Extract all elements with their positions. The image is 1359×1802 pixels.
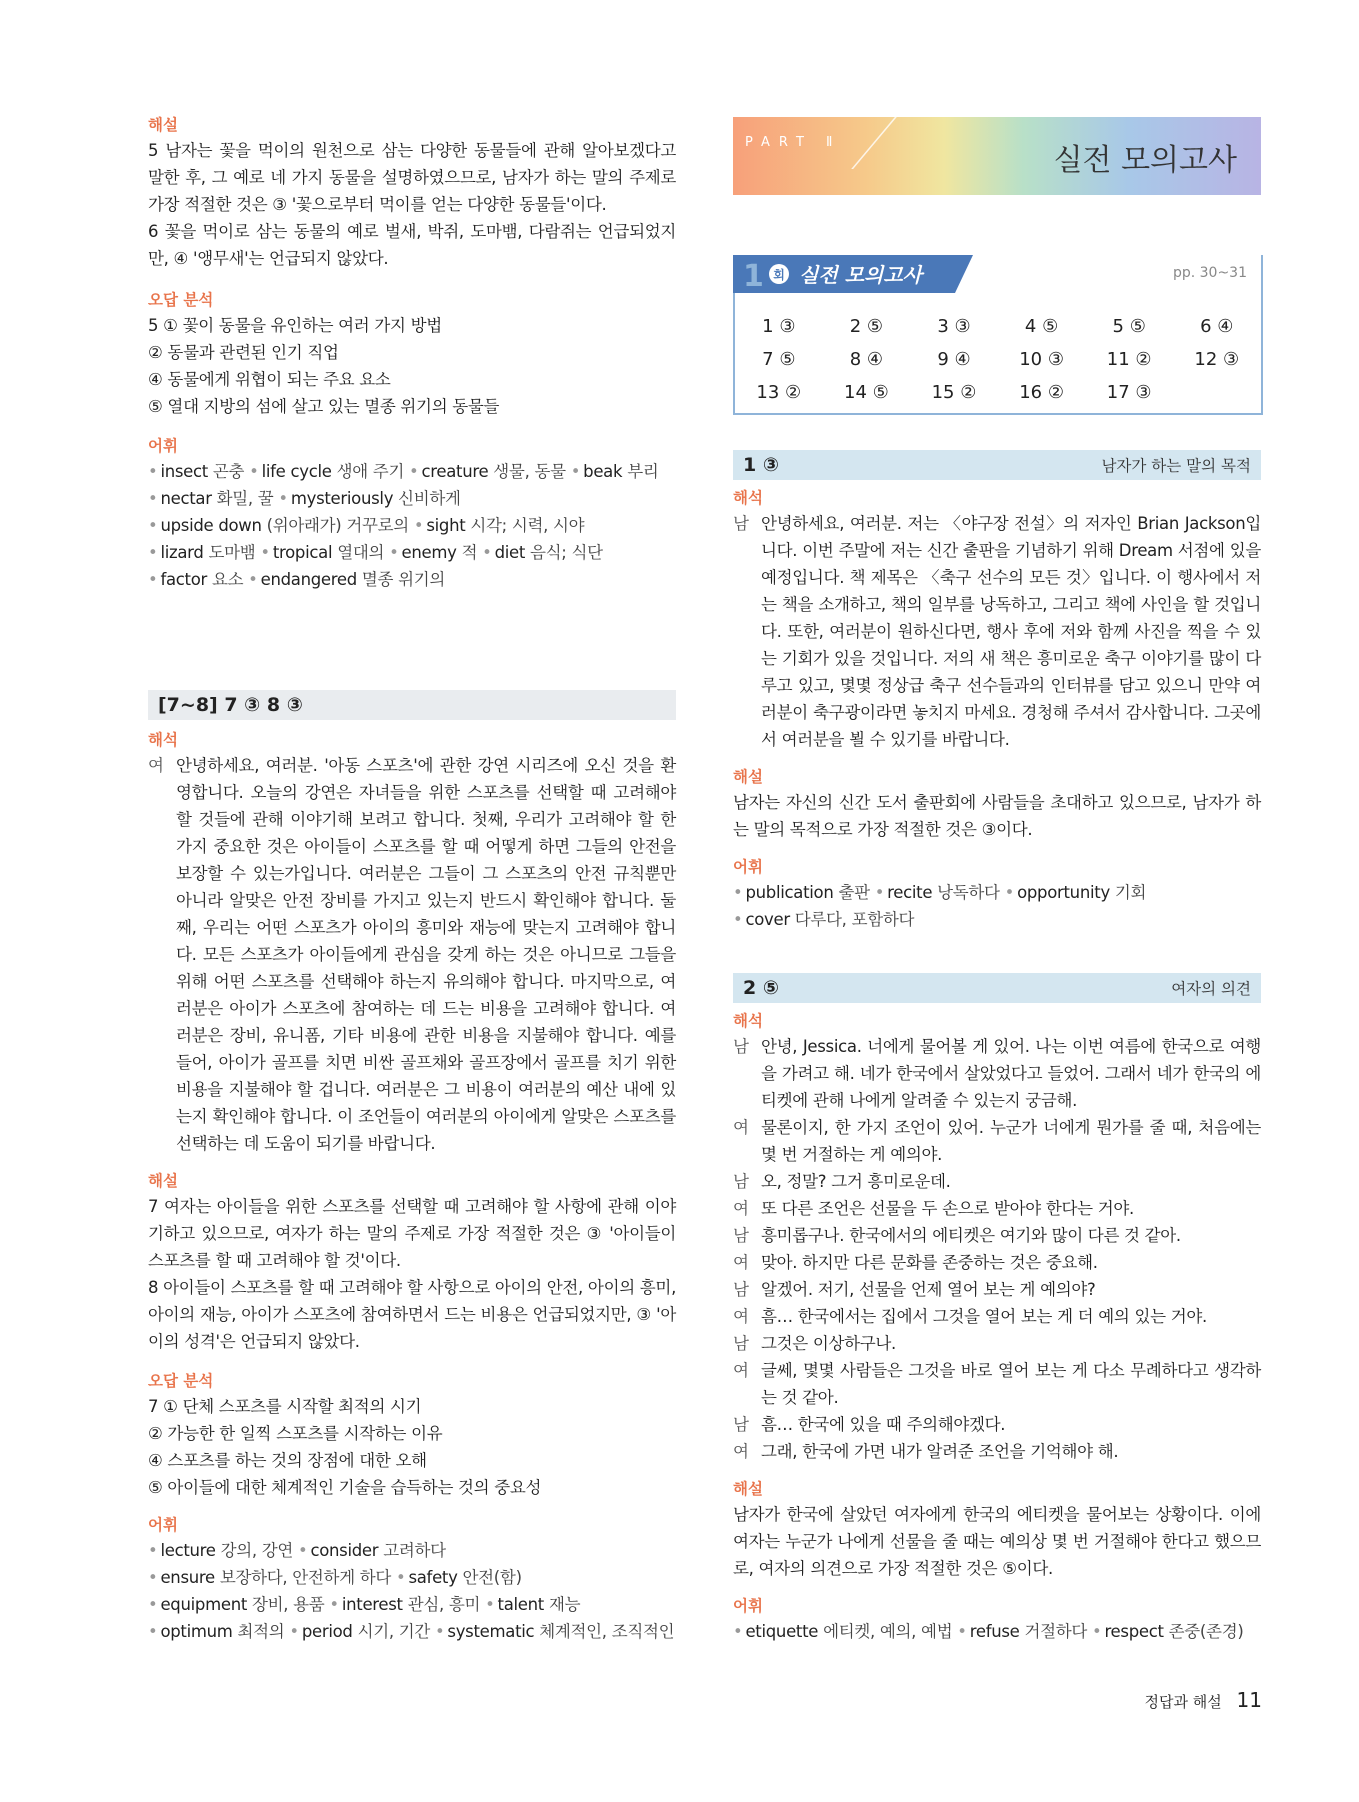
dialogue-line (733, 1114, 1261, 1168)
vocab-item (260, 543, 384, 562)
line-text: 글쎄, 몇몇 사람들은 그것을 바로 열어 보는 게 다소 무례하다고 생각하는 것 같아. (761, 1361, 1261, 1407)
vocab-meaning: 존중(존경) (1168, 1622, 1244, 1641)
speaker: 남 (733, 514, 749, 533)
vocab-word: upside down (160, 516, 262, 535)
vocab-item (278, 489, 460, 508)
bullet-icon: • (1092, 1622, 1102, 1641)
vocab-item (148, 1595, 324, 1614)
speaker: 남 (733, 1226, 749, 1245)
vocab-meaning: 부리 (627, 462, 659, 481)
vocab-word: enemy (401, 543, 457, 562)
answer-cell: 10 ③ (1019, 349, 1064, 370)
dialogue (733, 1033, 1261, 1465)
answer-row (735, 376, 1261, 409)
vocab-label: 어휘 (148, 1516, 178, 1534)
q1-block (733, 450, 1261, 933)
vocab-meaning: 곤충 (212, 462, 245, 481)
answer-cell: 4 ⑤ (1024, 316, 1059, 337)
vocab-word: etiquette (745, 1622, 819, 1641)
vocab-item (482, 543, 603, 562)
bullet-icon: • (148, 489, 158, 508)
vocab-label: 어휘 (733, 1597, 763, 1615)
line-text: 안녕, Jessica. 너에게 물어볼 게 있어. 나는 이번 여름에 한국으로 여행을 가려고 해. 네가 한국에서 살았었다고 들었어. 그래서 네가 한국의 에티켓에 관해 나에게 알려줄 수 있는지 궁금해. (761, 1037, 1261, 1110)
bullet-icon: • (485, 1595, 495, 1614)
vocab-meaning: 신비하게 (398, 489, 461, 508)
speaker: 남 (733, 1334, 749, 1353)
line-text: 그것은 이상하구나. (761, 1334, 897, 1353)
round-suffix: 회 (773, 268, 785, 282)
vocab-item (148, 516, 409, 535)
odap-label: 오답 분석 (148, 1372, 214, 1390)
line-text: 오, 정말? 그거 흥미로운데. (761, 1172, 951, 1191)
bullet-icon: • (957, 1622, 967, 1641)
vocab-meaning: 에티켓, 예의, 예법 (823, 1622, 953, 1641)
vocab-item (148, 1622, 284, 1641)
haeseok-label: 해석 (733, 1012, 763, 1030)
dialogue-line (733, 1357, 1261, 1411)
q5-6-explanation (148, 113, 676, 593)
odap-item: 7 ① 단체 스포츠를 시작할 최적의 시기 (148, 1397, 422, 1416)
vocab-word: life cycle (261, 462, 332, 481)
explain-7: 7 여자는 아이들을 위한 스포츠를 선택할 때 고려해야 할 사항에 관해 이야기하고 있으므로, 여자가 하는 말의 주제로 가장 적절한 것은 ③ '아이들이 스포츠를 할 때 고려해야 할 것'이다. (148, 1197, 676, 1270)
question-header (733, 450, 1261, 480)
bullet-icon: • (329, 1595, 339, 1614)
answer-cell: 8 ④ (849, 349, 884, 370)
answer-cell: 12 ③ (1194, 349, 1240, 370)
dialogue-line (733, 1249, 1261, 1276)
vocab-meaning: 열대의 (337, 543, 385, 562)
bullet-icon: • (148, 516, 158, 535)
bullet-icon: • (148, 570, 158, 589)
line-text: 흠… 한국에 있을 때 주의해야겠다. (761, 1415, 1006, 1434)
vocab-meaning: 시기, 기간 (357, 1622, 431, 1641)
haeseol-label: 해설 (148, 1172, 178, 1190)
bullet-icon: • (733, 883, 743, 902)
vocab-word: sight (426, 516, 466, 535)
vocab-word: equipment (160, 1595, 248, 1614)
vocab-meaning: 생물, 동물 (493, 462, 566, 481)
vocab-item (329, 1595, 480, 1614)
vocab-word: diet (494, 543, 526, 562)
vocab-item (414, 516, 584, 535)
line-text: 흠… 한국에서는 집에서 그것을 열어 보는 게 더 예의 있는 거야. (761, 1307, 1207, 1326)
line-text: 흥미롭구나. 한국에서의 에티켓은 여기와 많이 다른 것 같아. (761, 1226, 1181, 1245)
bullet-icon: • (389, 543, 399, 562)
explain-6: 6 꽃을 먹이로 삼는 동물의 예로 벌새, 박쥐, 도마뱀, 다람쥐는 언급되었지만, ④ '앵무새'는 언급되지 않았다. (148, 222, 676, 268)
bullet-icon: • (249, 462, 259, 481)
speaker: 남 (733, 1415, 749, 1434)
question-number: 1 ③ (743, 454, 779, 476)
vocab-word: safety (408, 1568, 458, 1587)
answer-cell: 3 ③ (937, 316, 971, 337)
part-label: PART Ⅱ (745, 135, 842, 150)
haeseok-label: 해석 (148, 731, 178, 749)
vocab-meaning: 최적의 (237, 1622, 285, 1641)
dialogue-line (733, 1438, 1261, 1465)
vocab-item (571, 462, 659, 481)
question-header (733, 973, 1261, 1003)
speaker: 남 (733, 1280, 749, 1299)
haeseol-label: 해설 (148, 116, 178, 134)
odap-item: ② 가능한 한 일찍 스포츠를 시작하는 이유 (148, 1424, 443, 1443)
vocab-word: period (301, 1622, 353, 1641)
question-topic: 여자의 의견 (1171, 980, 1251, 998)
answer-key-box (733, 255, 1263, 415)
explain-5: 5 남자는 꽃을 먹이의 원천으로 삼는 다양한 동물들에 관해 알아보겠다고 말한 후, 그 예로 네 가지 동물을 설명하였으므로, 남자가 하는 말의 주제로 가장 적절한 것은 ③ '꽃으로부터 먹이를 얻는 다양한 동물들'이다. (148, 141, 676, 214)
vocab-word: tropical (272, 543, 333, 562)
lecture-script (148, 752, 676, 1157)
vocab-meaning: 적 (461, 543, 478, 562)
vocab-word: cover (745, 910, 790, 929)
speaker: 여 (733, 1361, 749, 1380)
answer-cell: 13 ② (756, 382, 802, 403)
vocab-meaning: 고려하다 (383, 1541, 446, 1560)
speaker: 여 (733, 1307, 749, 1326)
speaker: 여 (733, 1253, 749, 1272)
line-text: 물론이지, 한 가지 조언이 있어. 누군가 너에게 뭔가를 줄 때, 처음에는 몇 번 거절하는 게 예의야. (761, 1118, 1261, 1164)
dialogue-line (733, 1168, 1261, 1195)
vocab-item (1092, 1622, 1243, 1641)
bullet-icon: • (260, 543, 270, 562)
odap-label: 오답 분석 (148, 291, 214, 309)
vocab-item (733, 910, 914, 929)
vocab-item (733, 1622, 952, 1641)
vocab-meaning: 관심, 흥미 (407, 1595, 481, 1614)
banner-title: 실전 모의고사 (1053, 143, 1237, 178)
answer-cell: 16 ② (1019, 382, 1064, 403)
odap-item: ④ 동물에게 위협이 되는 주요 요소 (148, 370, 391, 389)
vocab-item (248, 570, 445, 589)
vocab-item (148, 570, 243, 589)
vocab-meaning: 출판 (838, 883, 870, 902)
line-text: 또 다른 조언은 선물을 두 손으로 받아야 한다는 거야. (761, 1199, 1134, 1218)
bullet-icon: • (278, 489, 288, 508)
vocab-list (148, 458, 676, 593)
vocab-word: insect (160, 462, 208, 481)
vocab-word: lizard (160, 543, 204, 562)
vocab-word: optimum (160, 1622, 233, 1641)
q7-8-block (148, 690, 676, 1645)
bullet-icon: • (482, 543, 492, 562)
bullet-icon: • (148, 543, 158, 562)
speaker: 여 (148, 756, 164, 775)
vocab-word: refuse (969, 1622, 1020, 1641)
script-text: 안녕하세요, 여러분. 저는 〈야구장 전설〉의 저자인 Brian Jackson입니다. 이번 주말에 저는 신간 출판을 기념하기 위해 Dream 서점에 있을 예정입니다. 책 제목은 〈축구 선수의 모든 것〉입니다. 이 행사에서 저는 책을 소개하고, 책의 일부를 낭독하고, 그리고 책에 사인을 할 것입니다. 또한, 여러분이 원하신다면, 행사 후에 저와 함께 사진을 찍을 수 있는 기회가 있을 것입니다. 저의 새 책은 흥미로운 축구 이야기를 많이 다루고 있고, 몇몇 정상급 축구 선수들과의 인터뷰를 담고 있으니 만약 여러분이 축구광이라면 놓치지 마세요. 경청해 주셔서 감사합니다. 그곳에서 여러분을 뵐 수 있기를 바랍니다. (761, 514, 1261, 749)
page-number: 11 (1236, 1688, 1262, 1712)
vocab-meaning: 거절하다 (1024, 1622, 1088, 1641)
part-banner (733, 117, 1261, 195)
round-title-badge (733, 255, 973, 295)
script-text: 안녕하세요, 여러분. '아동 스포츠'에 관한 강연 시리즈에 오신 것을 환영합니다. 오늘의 강연은 자녀들을 위한 스포츠를 선택할 때 고려해야 할 것들에 관해 이야기해 보려고 합니다. 첫째, 우리가 고려해야 할 한 가지 중요한 것은 아이들이 스포츠를 할 때 어떻게 하면 그들의 안전을 보장할 수 있는가입니다. 여러분은 그들이 그 스포츠의 안전 규칙뿐만 아니라 알맞은 안전 장비를 가지고 있는지 반드시 확인해야 합니다. 둘째, 우리는 어떤 스포츠가 아이의 흥미와 재능에 맞는지 고려해야 합니다. 모든 스포츠가 아이들에게 관심을 갖게 하는 것은 아니므로 그들을 위해 어떤 스포츠를 선택해야 하는지 유의해야 합니다. 마지막으로, 여러분은 아이가 스포츠에 참여하는 데 드는 비용을 고려해야 합니다. 여러분은 장비, 유니폼, 기타 비용에 관한 비용을 지불해야 합니다. 예를 들어, 아이가 골프를 치면 비싼 골프채와 골프장에서 골프를 치기 위한 비용을 지불해야 할 겁니다. 여러분은 그 비용이 여러분의 예산 내에 있는지 확인해야 합니다. 이 조언들이 여러분의 아이에게 알맞은 스포츠를 선택하는 데 도움이 되기를 바랍니다. (176, 756, 676, 1153)
speaker: 여 (733, 1442, 749, 1461)
bullet-icon: • (413, 516, 424, 535)
vocab-meaning: 생애 주기 (336, 462, 405, 481)
vocab-meaning: 장비, 용품 (251, 1595, 325, 1614)
vocab-item (148, 543, 255, 562)
vocab-meaning: 보장하다, 안전하게 하다 (219, 1568, 392, 1587)
vocab-word: mysteriously (290, 489, 394, 508)
speaker: 남 (733, 1172, 749, 1191)
answer-row (735, 310, 1261, 343)
answer-cell: 1 ③ (762, 316, 796, 337)
vocab-item (733, 883, 870, 902)
answer-cell: 6 ④ (1200, 316, 1234, 337)
answer-cell: 5 ⑤ (1112, 316, 1146, 337)
odap-item: ④ 스포츠를 하는 것의 장점에 대한 오해 (148, 1451, 427, 1470)
odap-item: ⑤ 아이들에 대한 체계적인 기술을 습득하는 것의 중요성 (148, 1478, 542, 1497)
page-footer (1145, 1688, 1262, 1712)
haeseol-label: 해설 (733, 1480, 763, 1498)
bullet-icon: • (148, 1568, 158, 1587)
vocab-item (435, 1622, 674, 1641)
explanation: 남자가 한국에 살았던 여자에게 한국의 에티켓을 물어보는 상황이다. 이에 여자는 누군가 나에게 선물을 줄 때는 예의상 몇 번 거절해야 한다고 했으므로, 여자의 의견으로 가장 적절한 것은 ⑤이다. (733, 1505, 1261, 1578)
vocab-meaning: 재능 (548, 1595, 581, 1614)
line-text: 알겠어. 저기, 선물을 언제 열어 보는 게 예의야? (761, 1280, 1096, 1299)
answer-cell: 9 ④ (937, 349, 971, 370)
bullet-icon: • (396, 1568, 406, 1587)
dialogue-line (733, 1303, 1261, 1330)
footer-label: 정답과 해설 (1144, 1693, 1222, 1711)
vocab-item (289, 1622, 430, 1641)
vocab-word: lecture (160, 1541, 216, 1560)
dialogue-line (733, 1033, 1261, 1114)
vocab-meaning: 강의, 강연 (220, 1541, 294, 1560)
bullet-icon: • (409, 462, 419, 481)
vocab-word: consider (310, 1541, 379, 1560)
vocab-list (733, 1618, 1261, 1645)
dialogue-line (733, 1330, 1261, 1357)
answer-cell: 15 ② (931, 382, 977, 403)
bullet-icon: • (874, 883, 885, 902)
round-title: 실전 모의고사 (799, 263, 922, 287)
answer-cell: 11 ② (1106, 349, 1152, 370)
vocab-meaning: 화밀, 꿀 (216, 489, 274, 508)
vocab-meaning: 시각; 시력, 시야 (470, 516, 585, 535)
vocab-word: respect (1104, 1622, 1164, 1641)
bullet-icon: • (148, 1622, 158, 1641)
vocab-word: ensure (160, 1568, 215, 1587)
bullet-icon: • (298, 1541, 308, 1560)
vocab-meaning: 안전(함) (462, 1568, 522, 1587)
vocab-item (148, 1568, 391, 1587)
question-header: [7~8] 7 ③ 8 ③ (148, 690, 676, 720)
banner-slash (851, 117, 897, 169)
vocab-list (148, 1537, 676, 1645)
speaker: 여 (733, 1199, 749, 1218)
odap-item: 5 ① 꽃이 동물을 유인하는 여러 가지 방법 (148, 316, 442, 335)
speaker: 여 (733, 1118, 749, 1137)
vocab-meaning: 다루다, 포함하다 (794, 910, 915, 929)
haeseol-label: 해설 (733, 768, 763, 786)
haeseok-label: 해석 (733, 489, 763, 507)
dialogue-line (733, 1411, 1261, 1438)
page-range: pp. 30~31 (1172, 265, 1247, 281)
bullet-icon: • (570, 462, 581, 481)
vocab-word: systematic (447, 1622, 535, 1641)
vocab-meaning: 기회 (1114, 883, 1147, 902)
vocab-meaning: 체계적인, 조직적인 (539, 1622, 675, 1641)
dialogue-line (733, 1195, 1261, 1222)
vocab-word: nectar (160, 489, 212, 508)
bullet-icon: • (434, 1622, 445, 1641)
vocab-item (249, 462, 404, 481)
bullet-icon: • (148, 1541, 158, 1560)
answer-cell: 7 ⑤ (762, 349, 796, 370)
vocab-item (148, 462, 244, 481)
question-topic: 남자가 하는 말의 목적 (1101, 457, 1251, 475)
answer-row (735, 343, 1261, 376)
vocab-item (875, 883, 1000, 902)
vocab-item (1005, 883, 1147, 902)
answer-cell: 2 ⑤ (849, 316, 884, 337)
vocab-word: publication (745, 883, 834, 902)
vocab-label: 어휘 (733, 858, 763, 876)
bullet-icon: • (148, 462, 158, 481)
dialogue-line (733, 1222, 1261, 1249)
bullet-icon: • (148, 1595, 158, 1614)
round-number: 1 (743, 259, 764, 294)
vocab-word: beak (583, 462, 623, 481)
vocab-word: factor (160, 570, 207, 589)
dialogue-line (733, 1276, 1261, 1303)
vocab-item (409, 462, 566, 481)
answer-grid (735, 310, 1261, 409)
answer-cell: 17 ③ (1106, 382, 1152, 403)
vocab-word: interest (341, 1595, 403, 1614)
vocab-label: 어휘 (148, 437, 178, 455)
bullet-icon: • (733, 910, 743, 929)
vocab-word: talent (497, 1595, 544, 1614)
vocab-word: endangered (260, 570, 357, 589)
bullet-icon: • (289, 1622, 299, 1641)
line-text: 그래, 한국에 가면 내가 알려준 조언을 기억해야 해. (761, 1442, 1119, 1461)
vocab-meaning: (위아래가) 거꾸로의 (266, 516, 409, 535)
vocab-item (148, 1541, 293, 1560)
vocab-item (148, 489, 273, 508)
explain-8: 8 아이들이 스포츠를 할 때 고려해야 할 사항으로 아이의 안전, 아이의 흥미, 아이의 재능, 아이가 스포츠에 참여하면서 드는 비용은 언급되었지만, ③ '아이의 성격'은 언급되지 않았다. (148, 1278, 677, 1351)
vocab-meaning: 멸종 위기의 (361, 570, 446, 589)
vocab-meaning: 도마뱀 (208, 543, 256, 562)
monologue (733, 510, 1261, 753)
vocab-item (389, 543, 477, 562)
vocab-word: creature (421, 462, 489, 481)
bullet-icon: • (248, 570, 258, 589)
vocab-item (298, 1541, 446, 1560)
answer-cell: 14 ⑤ (844, 382, 889, 403)
speaker: 남 (733, 1037, 749, 1056)
odap-item: ⑤ 열대 지방의 섬에 살고 있는 멸종 위기의 동물들 (148, 397, 500, 416)
vocab-list (733, 879, 1261, 933)
vocab-word: opportunity (1017, 883, 1110, 902)
vocab-meaning: 요소 (211, 570, 244, 589)
line-text: 맞아. 하지만 다른 문화를 존중하는 것은 중요해. (761, 1253, 1098, 1272)
vocab-item (957, 1622, 1087, 1641)
question-number: 2 ⑤ (743, 977, 779, 999)
q2-block (733, 973, 1261, 1645)
vocab-meaning: 낭독하다 (937, 883, 1000, 902)
explanation: 남자는 자신의 신간 도서 출판회에 사람들을 초대하고 있으므로, 남자가 하는 말의 목적으로 가장 적절한 것은 ③이다. (733, 793, 1261, 839)
vocab-word: recite (887, 883, 933, 902)
bullet-icon: • (1004, 883, 1015, 902)
vocab-item (396, 1568, 522, 1587)
odap-item: ② 동물과 관련된 인기 직업 (148, 343, 339, 362)
vocab-meaning: 음식; 식단 (530, 543, 603, 562)
vocab-item (485, 1595, 580, 1614)
bullet-icon: • (733, 1622, 743, 1641)
